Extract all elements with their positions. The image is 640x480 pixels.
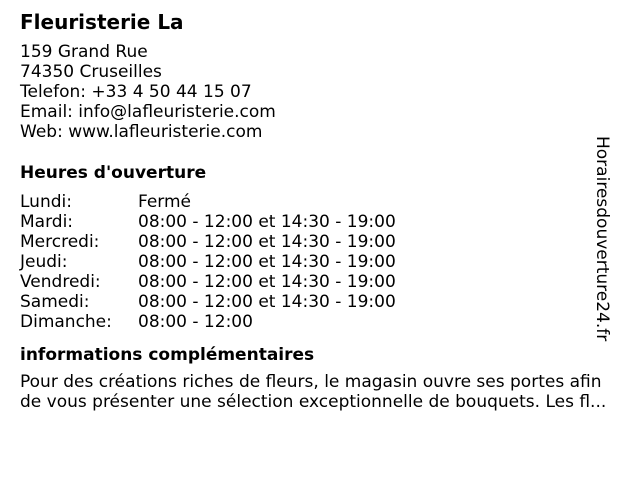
business-name: Fleuristerie La	[20, 10, 184, 34]
hours-day: Lundi:	[20, 192, 72, 212]
info-description	[20, 372, 620, 412]
hours-table	[20, 192, 620, 332]
hours-row-jeudi	[20, 252, 620, 272]
info-line: de vous présenter une sélection exceptionnelle de bouquets. Les fl...	[20, 392, 607, 412]
postal-city-line: 74350 Cruseilles	[20, 62, 162, 82]
side-brand-watermark: Horairesdouverture24.fr	[592, 136, 612, 342]
hours-row-vendredi	[20, 272, 620, 292]
hours-time: Fermé	[138, 192, 192, 212]
hours-day: Jeudi:	[20, 252, 68, 272]
hours-row-mardi	[20, 212, 620, 232]
hours-time: 08:00 - 12:00 et 14:30 - 19:00	[138, 272, 396, 292]
hours-row-mercredi	[20, 232, 620, 252]
email-line: Email: info@lafleuristerie.com	[20, 102, 276, 122]
business-card	[20, 8, 620, 412]
hours-time: 08:00 - 12:00 et 14:30 - 19:00	[138, 212, 396, 232]
hours-row-samedi	[20, 292, 620, 312]
hours-day: Vendredi:	[20, 272, 101, 292]
hours-time: 08:00 - 12:00	[138, 312, 253, 332]
address-block	[20, 42, 620, 142]
hours-heading: Heures d'ouverture	[20, 163, 207, 183]
hours-day: Mercredi:	[20, 232, 100, 252]
hours-time: 08:00 - 12:00 et 14:30 - 19:00	[138, 252, 396, 272]
phone-line: Telefon: +33 4 50 44 15 07	[20, 82, 252, 102]
info-heading: informations complémentaires	[20, 345, 315, 365]
hours-day: Mardi:	[20, 212, 74, 232]
hours-time: 08:00 - 12:00 et 14:30 - 19:00	[138, 232, 396, 252]
hours-row-lundi	[20, 192, 620, 212]
hours-day: Dimanche:	[20, 312, 112, 332]
street-line: 159 Grand Rue	[20, 42, 148, 62]
hours-day: Samedi:	[20, 292, 90, 312]
hours-row-dimanche	[20, 312, 620, 332]
hours-time: 08:00 - 12:00 et 14:30 - 19:00	[138, 292, 396, 312]
info-line: Pour des créations riches de fleurs, le magasin ouvre ses portes afin	[20, 372, 602, 392]
web-line: Web: www.lafleuristerie.com	[20, 122, 263, 142]
